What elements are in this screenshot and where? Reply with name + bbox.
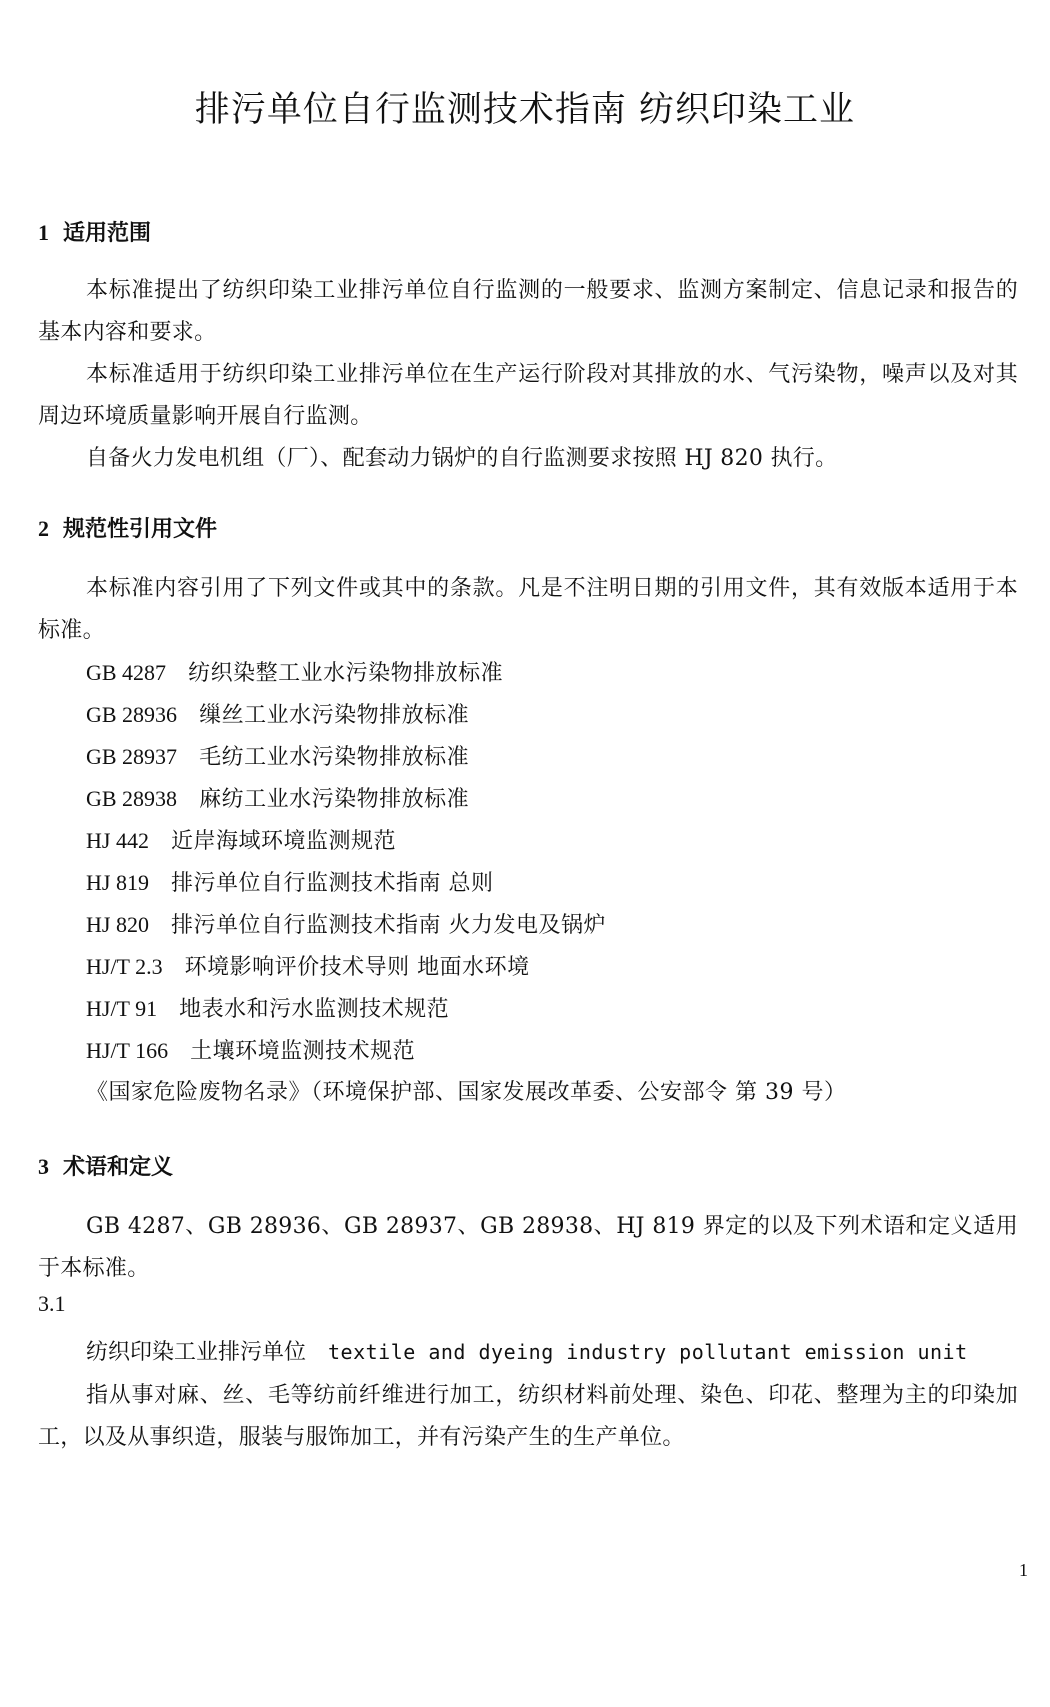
- reference-item: HJ 819 排污单位自行监测技术指南 总则: [86, 870, 494, 896]
- reference-item: HJ/T 166 土壤环境监测技术规范: [86, 1038, 416, 1064]
- term-english: textile and dyeing industry pollutant emission unit: [328, 1340, 968, 1364]
- section-1-title: 适用范围: [63, 221, 152, 246]
- section-2-heading: [38, 512, 217, 543]
- reference-item: HJ 820 排污单位自行监测技术指南 火力发电及锅炉: [86, 912, 606, 938]
- section-3-heading: [38, 1150, 173, 1181]
- document-title: 排污单位自行监测技术指南 纺织印染工业: [194, 90, 856, 130]
- section-3-intro: GB 4287、GB 28936、GB 28937、GB 28938、HJ 819 界定的以及下列术语和定义适用于本标准。: [38, 1214, 1018, 1281]
- reference-item: HJ/T 2.3 环境影响评价技术导则 地面水环境: [86, 954, 530, 980]
- reference-item: 《国家危险废物名录》（环境保护部、国家发展改革委、公安部令 第 39 号）: [86, 1080, 847, 1105]
- section-3-title: 术语和定义: [63, 1155, 174, 1180]
- term-chinese: 纺织印染工业排污单位: [86, 1340, 307, 1365]
- reference-item: GB 28938 麻纺工业水污染物排放标准: [86, 786, 470, 812]
- reference-item: HJ 442 近岸海域环境监测规范: [86, 828, 396, 854]
- page-number: 1: [1019, 1560, 1028, 1580]
- section-2-number: 2: [38, 516, 49, 541]
- term-definition: 指从事对麻、丝、毛等纺前纤维进行加工，纺织材料前处理、染色、印花、整理为主的印染加工，以及从事织造，服装与服饰加工，并有污染产生的生产单位。: [38, 1383, 1018, 1450]
- section-1-paragraph-1: 本标准提出了纺织印染工业排污单位自行监测的一般要求、监测方案制定、信息记录和报告的基本内容和要求。: [38, 278, 1018, 345]
- reference-item: GB 4287 纺织染整工业水污染物排放标准: [86, 660, 504, 686]
- section-3-number: 3: [38, 1154, 49, 1179]
- subsection-number: 3.1: [38, 1291, 66, 1316]
- reference-item: HJ/T 91 地表水和污水监测技术规范: [86, 996, 450, 1022]
- section-2-intro: 本标准内容引用了下列文件或其中的条款。凡是不注明日期的引用文件，其有效版本适用于本标准。: [38, 576, 1018, 643]
- reference-list: [86, 652, 846, 1114]
- term-line: [86, 1335, 968, 1366]
- reference-item: GB 28936 缫丝工业水污染物排放标准: [86, 702, 470, 728]
- section-1-heading: [38, 216, 151, 247]
- section-1-paragraph-2: 本标准适用于纺织印染工业排污单位在生产运行阶段对其排放的水、气污染物，噪声以及对其周边环境质量影响开展自行监测。: [38, 362, 1018, 429]
- section-1-number: 1: [38, 220, 49, 245]
- section-1-paragraph-3: 自备火力发电机组（厂）、配套动力锅炉的自行监测要求按照 HJ 820 执行。: [86, 446, 838, 471]
- reference-item: GB 28937 毛纺工业水污染物排放标准: [86, 744, 470, 770]
- section-2-title: 规范性引用文件: [63, 517, 218, 542]
